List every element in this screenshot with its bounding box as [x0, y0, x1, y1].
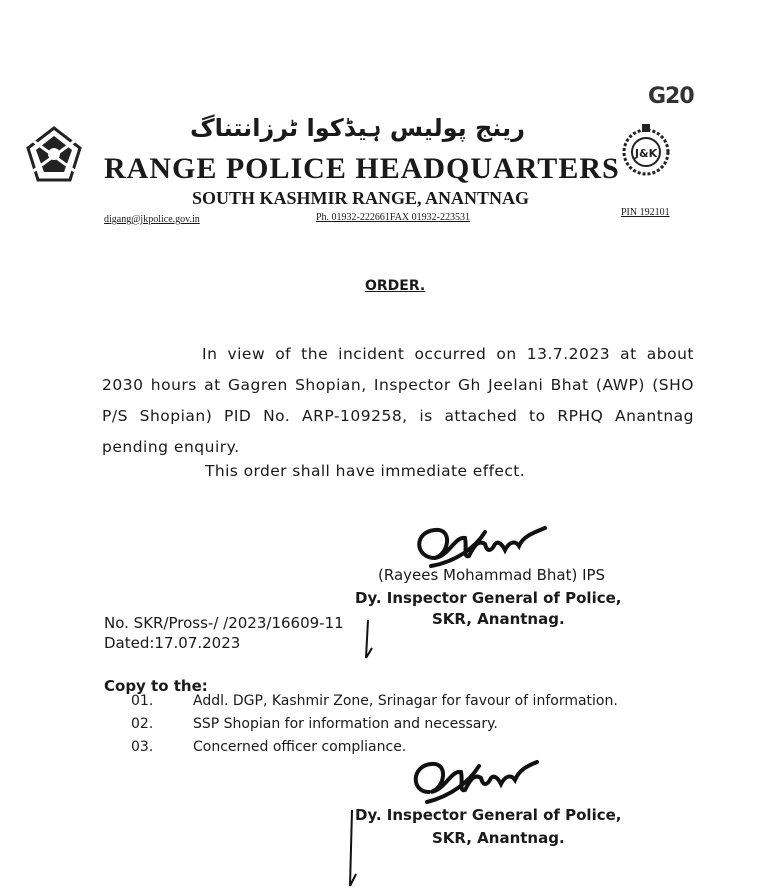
copy-to-heading: Copy to the: — [104, 677, 208, 695]
signatory-designation: Dy. Inspector General of Police, — [355, 589, 622, 607]
list-item-text: SSP Shopian for information and necessary. — [193, 716, 498, 732]
list-item-text: Addl. DGP, Kashmir Zone, Srinagar for favour of information. — [193, 693, 618, 709]
letterhead-title: RANGE POLICE HEADQUARTERS — [104, 152, 620, 185]
list-item-number: 01. — [131, 693, 154, 709]
letterhead-pin: PIN 192101 — [621, 207, 670, 218]
jk-emblem-right — [616, 120, 676, 180]
pen-stroke-bottom — [340, 808, 360, 890]
reference-date: Dated:17.07.2023 — [104, 634, 241, 652]
list-item-text: Concerned officer compliance. — [193, 739, 407, 755]
reference-number: No. SKR/Pross-/ /2023/16609-11 — [104, 614, 344, 632]
order-title: ORDER. — [365, 278, 426, 294]
signatory-office: SKR, Anantnag. — [432, 610, 565, 628]
g20-logo: G20 — [648, 84, 694, 109]
emblem-text: J&K — [634, 147, 658, 160]
order-paragraph — [102, 339, 694, 463]
pen-stroke — [358, 618, 378, 662]
urdu-title: رینج پولیس ہیڈکوا ٹرزانتناگ — [190, 114, 525, 142]
order-paragraph-text: In view of the incident occurred on 13.7.2023 at about 2030 hours at Gagren Shopian, Inspector Gh Jeelani Bhat (AWP) (SHO P/S Shopian) PID No. ARP-109258, is attached to RPHQ Anantnag pending enquiry. — [102, 345, 694, 456]
signatory-name: (Rayees Mohammad Bhat) IPS — [378, 566, 606, 584]
letterhead-email: digang@jkpolice.gov.in — [104, 214, 200, 225]
signatory-office-bottom: SKR, Anantnag. — [432, 829, 565, 847]
letterhead-phone-fax: Ph. 01932-222661FAX 01932-223531 — [316, 212, 470, 223]
order-effect-line: This order shall have immediate effect. — [205, 462, 526, 480]
signatory-designation-bottom: Dy. Inspector General of Police, — [355, 806, 622, 824]
list-item-number: 03. — [131, 739, 154, 755]
police-emblem-left — [26, 126, 82, 182]
signature-mark-bottom — [405, 752, 545, 812]
letterhead-subtitle: SOUTH KASHMIR RANGE, ANANTNAG — [192, 188, 530, 208]
list-item-number: 02. — [131, 716, 154, 732]
